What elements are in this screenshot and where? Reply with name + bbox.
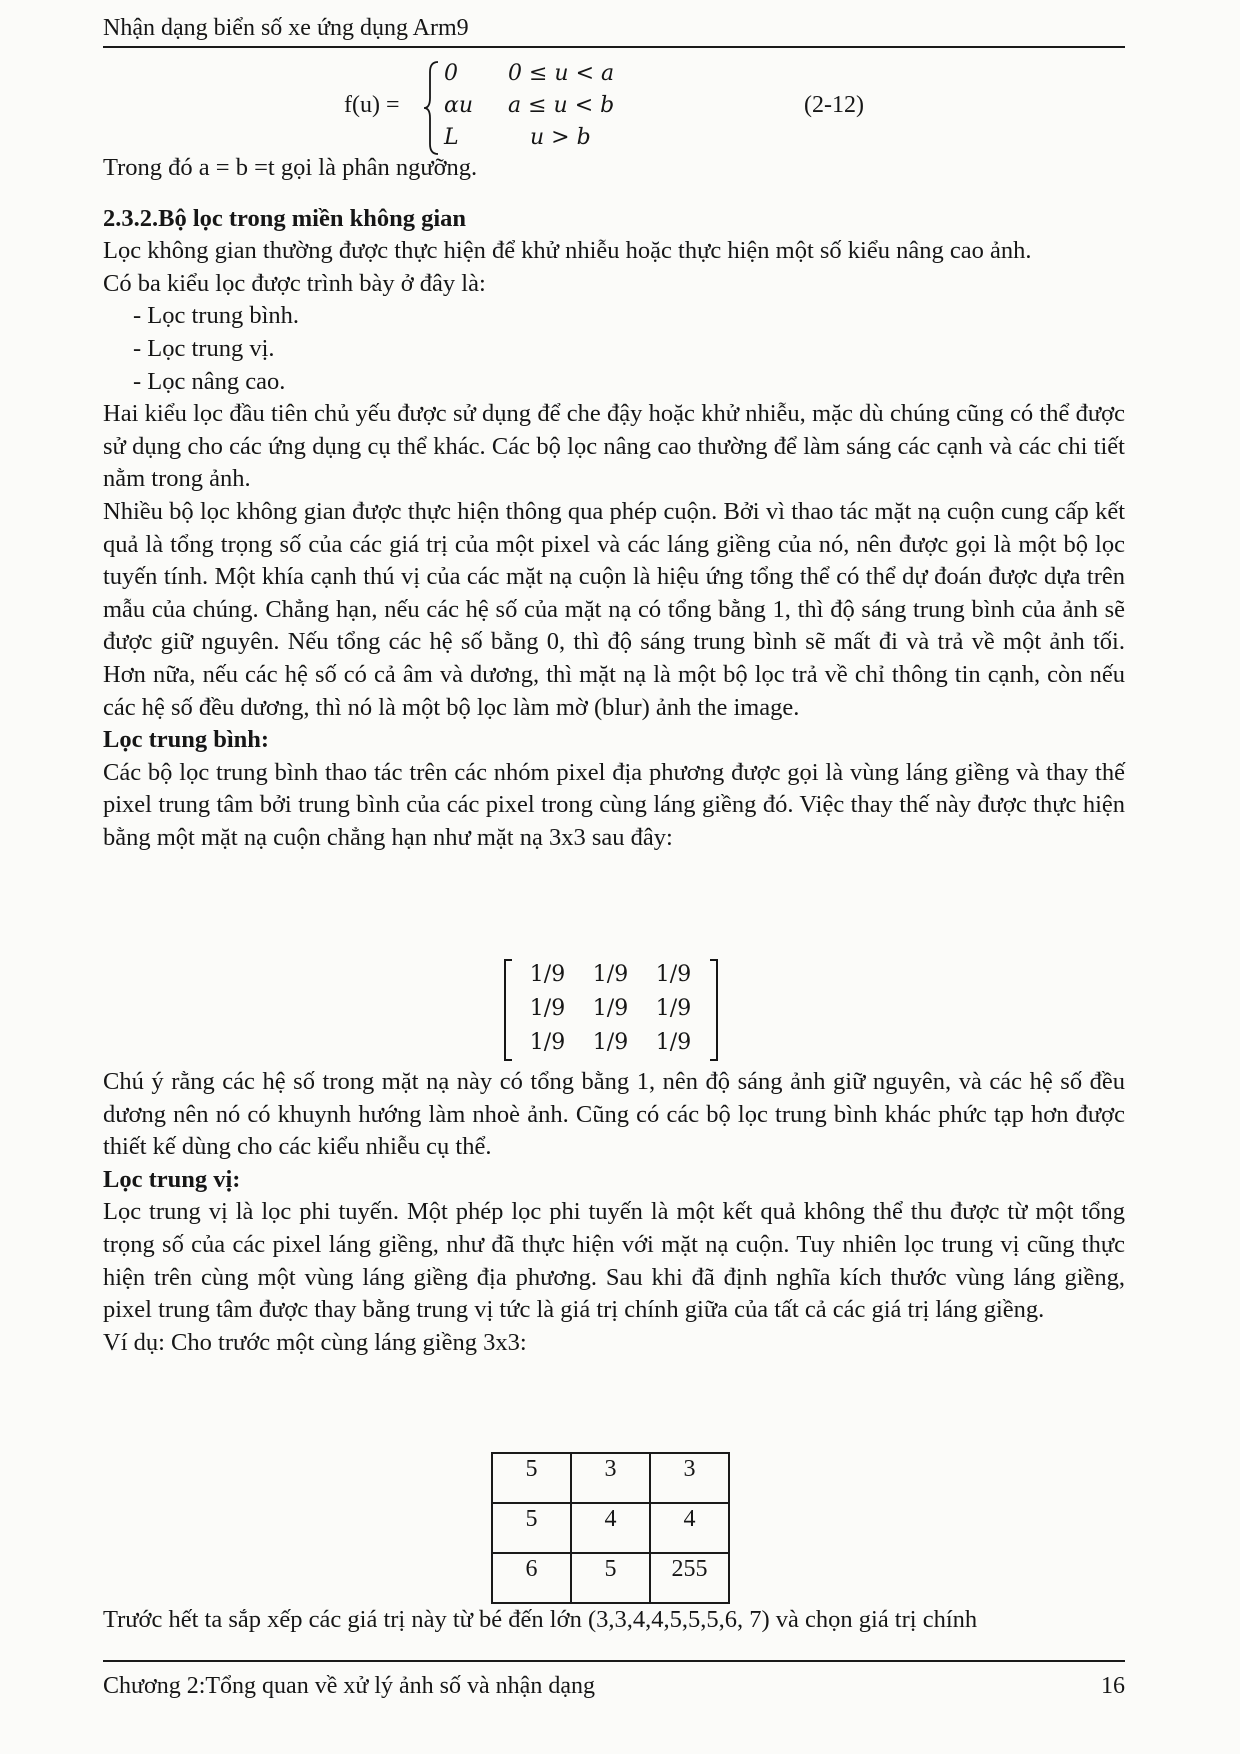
table-cell: 3	[571, 1453, 650, 1503]
formula-case: αu a ≤ u < b	[444, 93, 615, 118]
matrix-row: 1/9 1/9 1/9	[529, 962, 692, 987]
table-cell: 5	[492, 1453, 571, 1503]
neighborhood-table	[491, 1452, 730, 1604]
page-number: 16	[1101, 1673, 1125, 1699]
two-types-paragraph: Hai kiểu lọc đầu tiên chủ yếu được sử dụng để che đậy hoặc khử nhiễu, mặc dù chúng cũng có thể được sử dụng cho các ứng dụng cụ thể khác. Các bộ lọc nâng cao thường để làm sáng các cạnh và các chi tiết nằm trong ảnh.	[103, 400, 1125, 493]
section-heading: 2.3.2.Bộ lọc trong miền không gian	[103, 204, 467, 232]
sort-paragraph: Trước hết ta sắp xếp các giá trị này từ bé đến lớn (3,3,4,4,5,5,5,6, 7) và chọn giá trị chính	[103, 1606, 978, 1633]
bullet-item: - Lọc trung vị.	[133, 334, 275, 362]
mean-filter-heading: Lọc trung bình:	[103, 726, 270, 754]
equation-number: (2-12)	[804, 92, 864, 118]
page-footer	[103, 1670, 1125, 1702]
formula-lhs: f(u) =	[344, 92, 400, 118]
mean-mask-matrix	[502, 958, 722, 1062]
table-row	[492, 1553, 729, 1603]
convolution-paragraph: Nhiều bộ lọc không gian được thực hiện thông qua phép cuộn. Bởi vì thao tác mặt nạ cuộn cung cấp kết quả là tổng trọng số của các giá trị của một pixel và các láng giềng của nó, nên được gọi là một bộ lọc tuyến tính. Một khía cạnh thú vị của các mặt nạ cuộn là hiệu ứng tổng thể có thể dự đoán được dựa trên mẫu của chúng. Chẳng hạn, nếu các hệ số của mặt nạ có tổng bằng 1, thì độ sáng trung bình của ảnh sẽ được giữ nguyên. Nếu tổng các hệ số bằng 0, thì độ sáng trung bình sẽ mất đi và trả về một ảnh tối. Hơn nữa, nếu các hệ số có cả âm và dương, thì mặt nạ là một bộ lọc trả về chỉ thông tin cạnh, còn nếu các hệ số đều dương, thì nó là một bộ lọc làm mờ (blur) ảnh the image.	[103, 497, 1125, 721]
bullet-item: - Lọc nâng cao.	[133, 367, 286, 395]
matrix-row: 1/9 1/9 1/9	[529, 1030, 692, 1055]
median-filter-heading: Lọc trung vị:	[103, 1165, 241, 1193]
table-cell: 3	[650, 1453, 729, 1503]
table-row	[492, 1453, 729, 1503]
table-cell: 6	[492, 1553, 571, 1603]
left-brace	[422, 58, 442, 158]
mean-filter-paragraph: Các bộ lọc trung bình thao tác trên các nhóm pixel địa phương được gọi là vùng láng giềng và thay thế pixel trung tâm bởi trung bình của các pixel trong cùng láng giềng đó. Việc thay thế này được thực hiện bằng một mặt nạ cuộn chẳng hạn như mặt nạ 3x3 sau đây:	[103, 758, 1125, 851]
page-header: Nhận dạng biển số xe ứng dụng Arm9	[103, 15, 469, 41]
header-rule	[103, 46, 1125, 48]
bullet-item: - Lọc trung bình.	[133, 302, 300, 330]
types-paragraph: Có ba kiểu lọc được trình bày ở đây là:	[103, 269, 486, 297]
formula-case: L u > b	[444, 125, 591, 150]
table-cell: 4	[650, 1503, 729, 1553]
text-block-1	[103, 152, 1125, 854]
table-cell: 4	[571, 1503, 650, 1553]
matrix-cells	[516, 958, 706, 1060]
formula-cases	[444, 58, 624, 154]
formula-case: 0 0 ≤ u < a	[444, 61, 615, 86]
matrix-right-bracket	[708, 958, 720, 1062]
matrix-left-bracket	[502, 958, 514, 1062]
table-cell: 5	[492, 1503, 571, 1553]
table-cell: 5	[571, 1553, 650, 1603]
median-filter-paragraph: Lọc trung vị là lọc phi tuyến. Một phép lọc phi tuyến là một kết quả không thể thu được từ một tổng trọng số của các pixel láng giềng, như đã thực hiện với mặt nạ cuộn. Tuy nhiên lọc trung vị cũng thực hiện trên cùng một vùng láng giềng địa phương. Sau khi đã định nghĩa kích thước vùng láng giềng, pixel trung tâm được thay bằng trung vị tức là giá trị chính giữa của tất cả các giá trị láng giềng.	[103, 1198, 1125, 1324]
threshold-paragraph: Trong đó a = b =t gọi là phân ngưỡng.	[103, 154, 478, 181]
matrix-row: 1/9 1/9 1/9	[529, 996, 692, 1021]
footer-rule	[103, 1660, 1125, 1662]
intro-paragraph: Lọc không gian thường được thực hiện để khử nhiễu hoặc thực hiện một số kiểu nâng cao ảnh.	[103, 237, 1032, 265]
text-block-3	[103, 1604, 1125, 1637]
footer-chapter: Chương 2:Tổng quan về xử lý ảnh số và nhận dạng	[103, 1673, 595, 1699]
mean-note-paragraph: Chú ý rằng các hệ số trong mặt nạ này có tổng bằng 1, nên độ sáng ảnh giữ nguyên, và các hệ số đều dương nên nó có khuynh hướng làm nhoè ảnh. Cũng có các bộ lọc trung bình khác phức tạp hơn được thiết kế dùng cho các kiểu nhiễu cụ thể.	[103, 1068, 1125, 1161]
example-paragraph: Ví dụ: Cho trước một cùng láng giềng 3x3:	[103, 1328, 527, 1356]
text-block-2	[103, 1066, 1125, 1359]
table-cell: 255	[650, 1553, 729, 1603]
table-row	[492, 1503, 729, 1553]
